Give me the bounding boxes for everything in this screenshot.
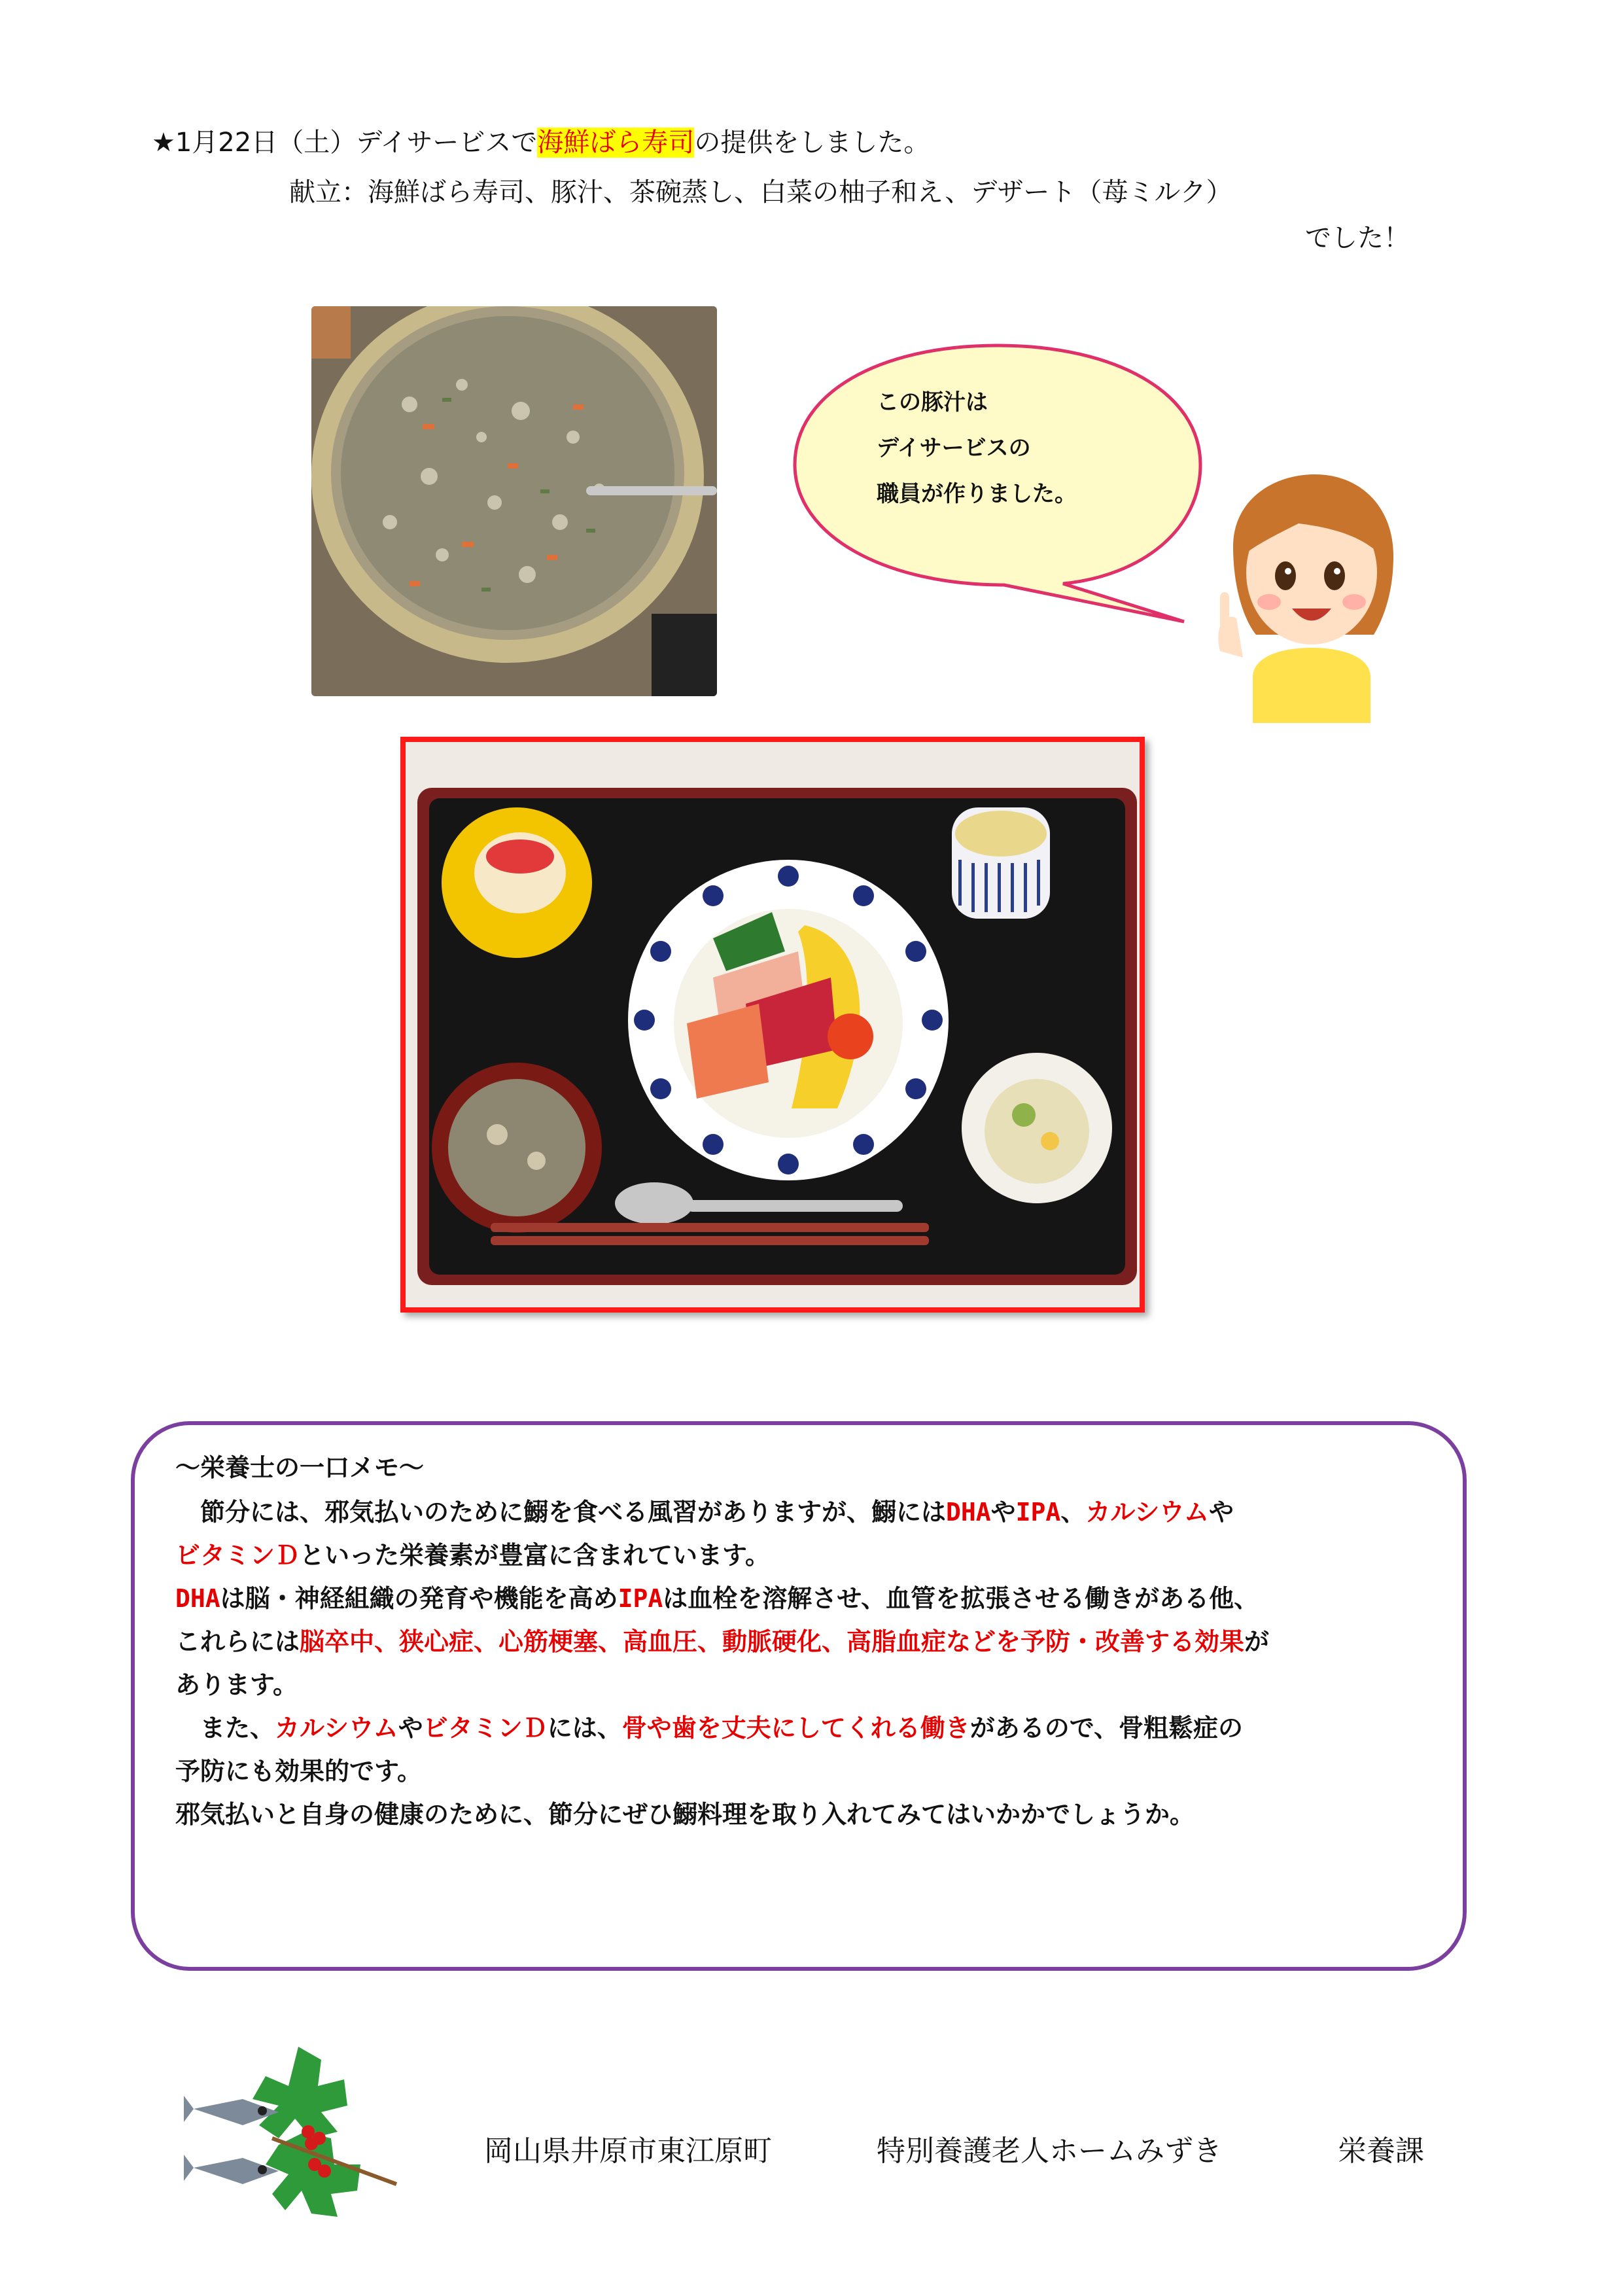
memo-text: が bbox=[1244, 1627, 1270, 1656]
memo-text: や bbox=[1209, 1498, 1234, 1527]
header-line-1-suffix: の提供をしました。 bbox=[694, 128, 930, 158]
memo-text: といった栄養素が豊富に含まれています。 bbox=[300, 1541, 770, 1570]
setsubun-sardine-holly-icon bbox=[181, 2034, 416, 2223]
memo-text: は血栓を溶解させ、血管を拡張させる働きがある他、 bbox=[663, 1584, 1259, 1613]
memo-term-vitamin-d: ビタミンＤ bbox=[175, 1541, 300, 1570]
footer-address: 岡山県井原市東江原町 bbox=[484, 2134, 772, 2168]
memo-term-vitamin-d: ビタミンＤ bbox=[423, 1714, 548, 1742]
memo-line-6 bbox=[175, 1706, 1243, 1750]
memo-text: また、 bbox=[175, 1714, 275, 1742]
footer-facility-name: 特別養護老人ホームみずき bbox=[877, 2134, 1222, 2168]
memo-bones-highlight: 骨や歯を丈夫にしてくれる働き bbox=[621, 1714, 970, 1742]
memo-title: ～栄養士の一口メモ～ bbox=[175, 1453, 425, 1482]
memo-term-ipa: IPA bbox=[1015, 1498, 1061, 1527]
menu-closing: でした！ bbox=[1305, 223, 1410, 253]
highlighted-dish-name: 海鮮ばら寿司 bbox=[537, 128, 695, 158]
memo-effects-highlight: 脳卒中、狭心症、心筋梗塞、高血圧、動脈硬化、高脂血症などを予防・改善する効果 bbox=[300, 1627, 1245, 1656]
memo-line-3 bbox=[175, 1577, 1259, 1620]
memo-text: 、 bbox=[1060, 1498, 1086, 1527]
tonjiru-photo-art bbox=[311, 306, 717, 696]
bubble-line-3: 職員が作りました。 bbox=[877, 481, 1077, 507]
memo-text: は脳・神経組織の発育や機能を高め bbox=[220, 1584, 618, 1613]
memo-line-4 bbox=[175, 1620, 1269, 1663]
meal-photo-art bbox=[406, 742, 1140, 1307]
memo-line-1 bbox=[175, 1491, 1234, 1534]
kaisen-barazushi-meal-photo bbox=[400, 737, 1145, 1313]
bubble-line-1: この豚汁は bbox=[877, 389, 988, 415]
memo-line-7: 予防にも効果的です。 bbox=[175, 1757, 422, 1786]
memo-text: や bbox=[990, 1498, 1016, 1527]
memo-term-calcium: カルシウム bbox=[275, 1714, 398, 1742]
header-line-1 bbox=[152, 124, 930, 161]
memo-line-2 bbox=[175, 1534, 770, 1577]
memo-term-dha: DHA bbox=[175, 1584, 220, 1613]
menu-line: 献立：海鮮ばら寿司、豚汁、茶碗蒸し、白菜の柚子和え、デザート（苺ミルク） bbox=[289, 177, 1232, 207]
memo-line-5: あります。 bbox=[175, 1670, 298, 1699]
memo-text: には、 bbox=[547, 1714, 622, 1742]
bubble-line-2: デイサービスの bbox=[877, 435, 1031, 461]
header-line-1-prefix: ★1月22日（土）デイサービスで bbox=[152, 128, 538, 158]
tonjiru-photo bbox=[311, 306, 717, 696]
staff-woman-illustration bbox=[1207, 461, 1416, 723]
memo-text: これらには bbox=[175, 1627, 300, 1656]
memo-term-dha: DHA bbox=[946, 1498, 991, 1527]
memo-text: があるので、骨粗鬆症の bbox=[969, 1714, 1243, 1742]
memo-term-ipa: IPA bbox=[618, 1584, 663, 1613]
memo-line-8: 邪気払いと自身の健康のために、節分にぜひ鰯料理を取り入れてみてはいかかでしょうか。 bbox=[175, 1800, 1195, 1829]
memo-term-calcium: カルシウム bbox=[1085, 1498, 1209, 1527]
memo-text: や bbox=[398, 1714, 423, 1742]
memo-text: 節分には、邪気払いのために鰯を食べる風習がありますが、鰯には bbox=[175, 1498, 947, 1527]
footer-department: 栄養課 bbox=[1338, 2134, 1424, 2168]
